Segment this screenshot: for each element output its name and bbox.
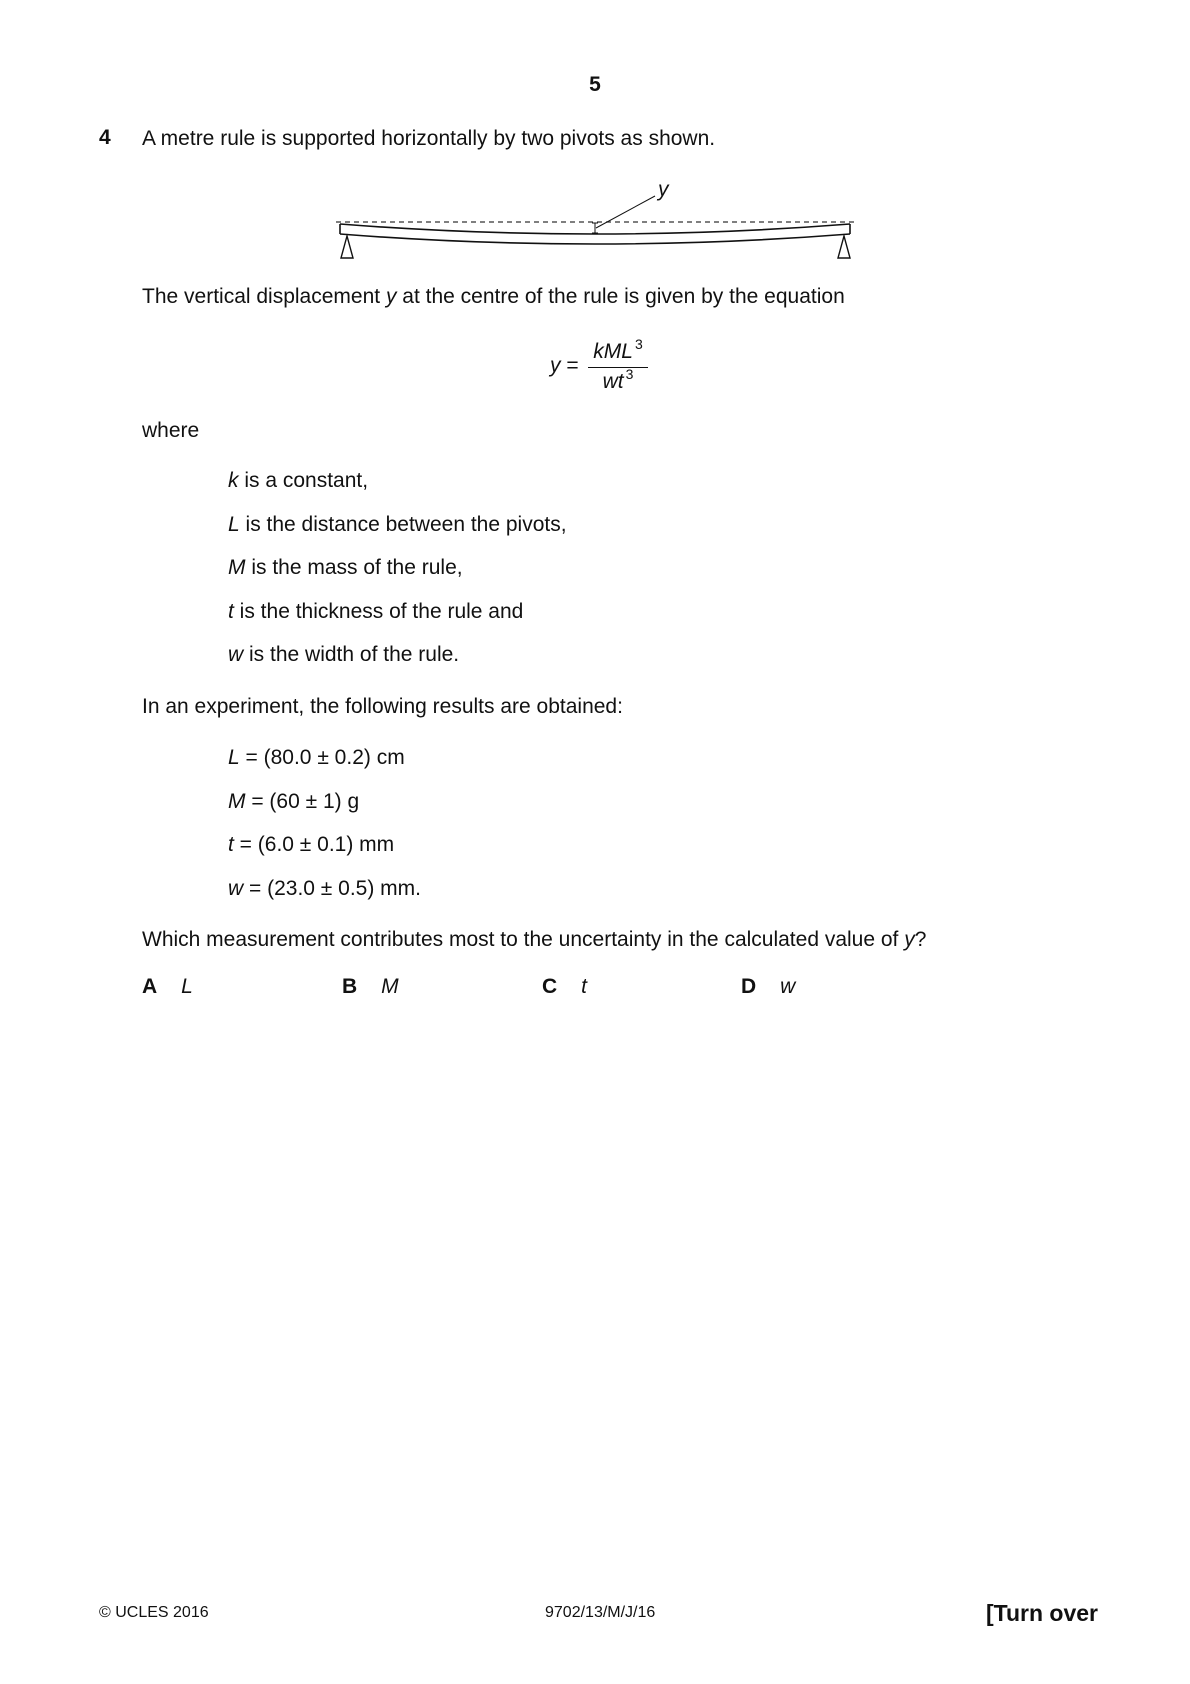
equation-intro: The vertical displacement y at the centre of the rule is given by the equation — [142, 285, 845, 308]
option-c[interactable]: C t — [542, 975, 588, 998]
equation-lhs: y = — [550, 354, 579, 377]
question-number: 4 — [99, 126, 111, 149]
definition-w: w is the width of the rule. — [228, 643, 460, 666]
label-leader-line — [596, 196, 655, 228]
option-d[interactable]: D w — [741, 975, 796, 998]
result-t: t = (6.0 ± 0.1) mm — [228, 833, 395, 856]
definition-t: t is the thickness of the rule and — [228, 600, 524, 623]
right-pivot — [838, 236, 850, 258]
turn-over-label: [Turn over — [985, 1600, 1098, 1626]
where-label: where — [142, 419, 200, 442]
question-intro: A metre rule is supported horizontally by two pivots as shown. — [142, 127, 716, 150]
question-prompt: Which measurement contributes most to the uncertainty in the calculated value of y? — [142, 928, 927, 951]
option-a[interactable]: A L — [142, 975, 193, 998]
footer-copyright: © UCLES 2016 — [99, 1604, 209, 1621]
equation-denominator: wt $^3$ — [602, 366, 634, 393]
left-pivot — [341, 236, 353, 258]
fraction-bar — [588, 367, 648, 368]
equation-numerator: kML $^3$ — [593, 336, 643, 363]
definition-k: k is a constant, — [228, 469, 369, 492]
result-M: M = (60 ± 1) g — [228, 790, 360, 813]
definition-M: M is the mass of the rule, — [228, 556, 463, 579]
footer-code: 9702/13/M/J/16 — [545, 1604, 656, 1621]
results-intro: In an experiment, the following results are obtained: — [142, 695, 623, 718]
rule-bottom-edge — [340, 234, 850, 244]
option-b[interactable]: B M — [342, 975, 399, 998]
result-w: w = (23.0 ± 0.5) mm. — [228, 877, 422, 900]
diagram-label-y: y — [658, 178, 669, 201]
result-L: L = (80.0 ± 0.2) cm — [228, 746, 405, 769]
metre-rule-diagram — [330, 172, 870, 264]
page-number: 5 — [589, 73, 601, 96]
definition-L: L is the distance between the pivots, — [228, 513, 567, 536]
